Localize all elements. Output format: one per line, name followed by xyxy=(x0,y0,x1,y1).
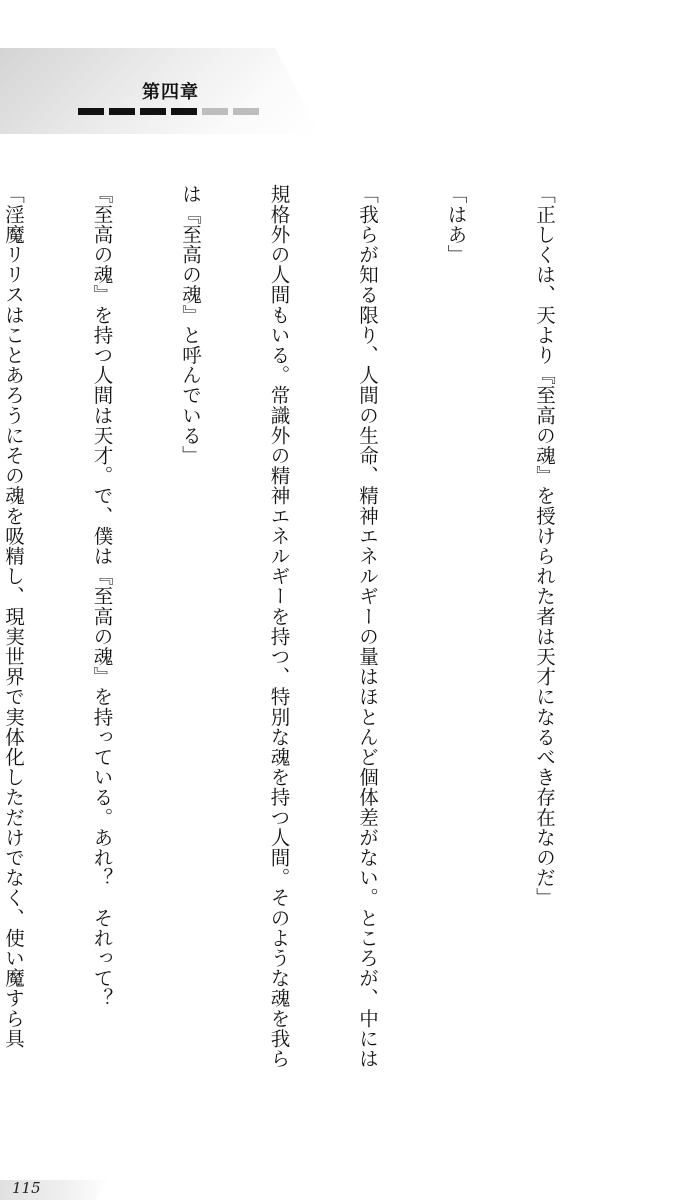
text-line: 「我らが知る限り、人間の生命、精神エネルギーの量はほとんど個体差がない。ところが、中には xyxy=(356,184,379,1069)
divider-bar xyxy=(109,108,135,115)
divider-bar xyxy=(233,108,259,115)
text-line: 「正しくは、天より『至高の魂』を授けられた者は天才になるべき存在なのだ」 xyxy=(533,184,556,908)
divider-bar xyxy=(78,108,104,115)
text-line: 『至高の魂』を持つ人間は天才。で、僕は『至高の魂』を持っている。あれ？ それって？ xyxy=(90,184,114,1009)
text-line: は『至高の魂』と呼んでいる」 xyxy=(179,184,202,466)
vertical-text-body xyxy=(0,184,618,1144)
text-line: 「淫魔リリスはことあろうにその魂を吸精し、現実世界で実体化しただけでなく、使い魔すら具 xyxy=(2,184,25,1049)
divider-bar xyxy=(140,108,166,115)
text-line: 「はあ」 xyxy=(444,184,468,265)
divider-bar xyxy=(202,108,228,115)
divider-bar xyxy=(171,108,197,115)
page-number: 115 xyxy=(12,1179,41,1197)
chapter-title: 第四章 xyxy=(142,82,199,103)
text-line: 規格外の人間もいる。常識外の精神エネルギーを持つ、特別な魂を持つ人間。そのような魂を我ら xyxy=(267,184,291,1069)
